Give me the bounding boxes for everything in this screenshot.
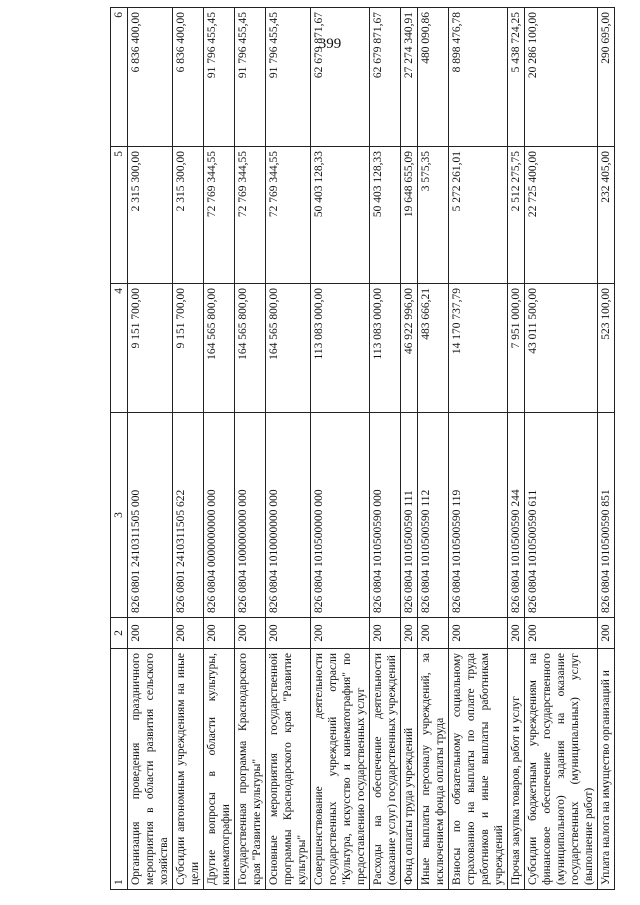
table-row: [235, 8, 266, 890]
row-col6-cell: 62 679 871,67: [370, 8, 401, 147]
row-col4-cell: 113 083 000,00: [311, 284, 370, 413]
budget-table: [110, 7, 615, 890]
row-code-cell: 200: [128, 618, 173, 649]
row-name-cell: Уплата налога на имущество организаций и: [598, 649, 615, 890]
row-col5-cell: 72 769 344,55: [266, 147, 311, 284]
row-classifier-cell: 826 0804 1010500590 119: [449, 413, 508, 618]
row-col5-cell: 232 405,00: [598, 147, 615, 284]
table-row: [525, 8, 598, 890]
header-col-4: 4: [111, 284, 128, 413]
row-name-cell: Другие вопросы в области культуры, кинематографии: [204, 649, 235, 890]
row-classifier-cell: 826 0804 1010500000 000: [311, 413, 370, 618]
table-row: [370, 8, 401, 890]
table-row: [598, 8, 615, 890]
row-col6-cell: 5 438 724,25: [508, 8, 525, 147]
row-classifier-cell: 826 0801 2410311505 622: [173, 413, 204, 618]
row-col5-cell: 50 403 128,33: [370, 147, 401, 284]
row-col4-cell: 7 951 000,00: [508, 284, 525, 413]
row-col5-cell: 19 648 655,09: [401, 147, 418, 284]
row-col6-cell: 480 090,86: [418, 8, 449, 147]
row-name-cell: Государственная программа Краснодарского края "Развитие культуры": [235, 649, 266, 890]
row-col5-cell: 2 315 300,00: [173, 147, 204, 284]
row-col4-cell: 164 565 800,00: [235, 284, 266, 413]
row-code-cell: 200: [449, 618, 508, 649]
row-classifier-cell: 826 0804 0000000000 000: [204, 413, 235, 618]
row-col6-cell: 62 679 871,67: [311, 8, 370, 147]
row-col4-cell: 164 565 800,00: [204, 284, 235, 413]
row-col6-cell: 6 836 400,00: [128, 8, 173, 147]
header-col-5: 5: [111, 147, 128, 284]
row-classifier-cell: 826 0804 1010500590 000: [370, 413, 401, 618]
row-code-cell: 200: [508, 618, 525, 649]
table-row: [266, 8, 311, 890]
header-col-3: 3: [111, 413, 128, 618]
table-row: [173, 8, 204, 890]
row-code-cell: 200: [370, 618, 401, 649]
table-body: [128, 8, 615, 890]
header-row: [111, 8, 128, 890]
row-classifier-cell: 826 0804 1010500590 851: [598, 413, 615, 618]
row-col5-cell: 3 575,35: [418, 147, 449, 284]
row-classifier-cell: 826 0804 1010500590 611: [525, 413, 598, 618]
row-name-cell: Прочая закупка товаров, работ и услуг: [508, 649, 525, 890]
row-col6-cell: 91 796 455,45: [204, 8, 235, 147]
header-col-2: 2: [111, 618, 128, 649]
row-name-cell: Субсидии автономным учреждениям на иные цели: [173, 649, 204, 890]
row-code-cell: 200: [204, 618, 235, 649]
table-row: [204, 8, 235, 890]
row-name-cell: Организация проведения праздничного мероприятия в области развития сельского хозяйства: [128, 649, 173, 890]
row-code-cell: 200: [235, 618, 266, 649]
row-code-cell: 200: [418, 618, 449, 649]
row-code-cell: 200: [266, 618, 311, 649]
row-classifier-cell: 826 0804 1010500590 111: [401, 413, 418, 618]
page-number: 399: [318, 36, 342, 52]
row-code-cell: 200: [311, 618, 370, 649]
row-col4-cell: 46 922 996,00: [401, 284, 418, 413]
row-col5-cell: 2 315 300,00: [128, 147, 173, 284]
row-col4-cell: 14 170 737,79: [449, 284, 508, 413]
row-code-cell: 200: [598, 618, 615, 649]
row-name-cell: Фонд оплаты труда учреждений: [401, 649, 418, 890]
row-code-cell: 200: [401, 618, 418, 649]
row-name-cell: Расходы на обеспечение деятельности (оказание услуг) государственных учреждений: [370, 649, 401, 890]
header-col-1: 1: [111, 649, 128, 890]
row-classifier-cell: 826 0804 1010000000 000: [266, 413, 311, 618]
row-col4-cell: 9 151 700,00: [128, 284, 173, 413]
row-col6-cell: 91 796 455,45: [266, 8, 311, 147]
row-col5-cell: 50 403 128,33: [311, 147, 370, 284]
row-col4-cell: 113 083 000,00: [370, 284, 401, 413]
table-row: [508, 8, 525, 890]
row-classifier-cell: 826 0804 1000000000 000: [235, 413, 266, 618]
row-col6-cell: 8 898 476,78: [449, 8, 508, 147]
row-code-cell: 200: [173, 618, 204, 649]
row-name-cell: Совершенствование деятельности государственных учреждений отрасли "Культура, искусство и кинематография" по предоставлению государственных услуг: [311, 649, 370, 890]
row-classifier-cell: 826 0804 1010500590 244: [508, 413, 525, 618]
row-code-cell: 200: [525, 618, 598, 649]
row-col4-cell: 43 011 500,00: [525, 284, 598, 413]
row-col5-cell: 5 272 261,01: [449, 147, 508, 284]
row-col6-cell: 6 836 400,00: [173, 8, 204, 147]
header-col-6: 6: [111, 8, 128, 147]
table-row: [418, 8, 449, 890]
table-row: [449, 8, 508, 890]
row-name-cell: Основные мероприятия государственной программы Краснодарского края "Развитие культуры": [266, 649, 311, 890]
row-col6-cell: 290 695,00: [598, 8, 615, 147]
table-row: [128, 8, 173, 890]
row-col5-cell: 72 769 344,55: [204, 147, 235, 284]
row-col4-cell: 523 100,00: [598, 284, 615, 413]
table-row: [311, 8, 370, 890]
row-col4-cell: 483 666,21: [418, 284, 449, 413]
row-col5-cell: 72 769 344,55: [235, 147, 266, 284]
table-row: [401, 8, 418, 890]
row-col6-cell: 91 796 455,45: [235, 8, 266, 147]
row-col4-cell: 9 151 700,00: [173, 284, 204, 413]
row-col5-cell: 22 725 400,00: [525, 147, 598, 284]
row-col4-cell: 164 565 800,00: [266, 284, 311, 413]
row-name-cell: Субсидии бюджетным учреждениям на финансовое обеспечение государственного (муниципального) задания на оказание государственных (муниципальных) услуг (выполнение работ): [525, 649, 598, 890]
row-col5-cell: 2 512 275,75: [508, 147, 525, 284]
row-col6-cell: 27 274 340,91: [401, 8, 418, 147]
row-classifier-cell: 826 0801 2410311505 000: [128, 413, 173, 618]
row-col6-cell: 20 286 100,00: [525, 8, 598, 147]
row-classifier-cell: 826 0804 1010500590 112: [418, 413, 449, 618]
row-name-cell: Взносы по обязательному социальному страхованию на выплаты по оплате труда работников и иные выплаты работникам учреждений: [449, 649, 508, 890]
row-name-cell: Иные выплаты персоналу учреждений, за исключением фонда оплаты труда: [418, 649, 449, 890]
